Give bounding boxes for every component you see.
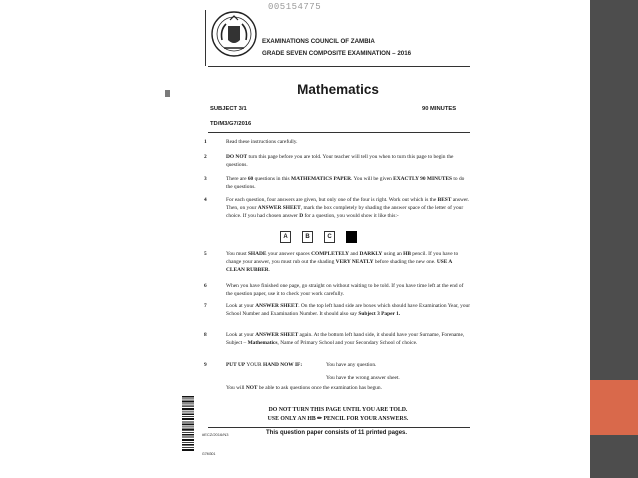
text-run: . On the top left hand side are boxes which should have Examination Year, your School Number and Examination Number. It should also say	[226, 303, 470, 317]
pages-note: This question paper consists of 11 printed pages.	[266, 430, 408, 436]
footer-code: #ECZ/2016/N3	[202, 432, 229, 437]
text-run: answer. Then, on your	[226, 197, 470, 211]
bold-text-run: ANSWER SHEET	[257, 204, 301, 211]
bold-text-run: SHADE	[247, 251, 267, 257]
bold-text-run: 60	[247, 176, 254, 182]
bold-text-run: ANSWER SHEET	[255, 332, 299, 338]
text-run: Look at your	[226, 303, 256, 309]
text-run: to do the questions.	[226, 176, 465, 190]
bold-text-run: D	[299, 212, 304, 219]
bold-text-run: BEST	[437, 197, 452, 203]
slide-bullet	[165, 90, 170, 97]
text-run: , mark the box completely by shading the answer space of the letter of your choice. If you had chosen answer	[226, 204, 464, 219]
text-run: using an	[382, 251, 404, 257]
text-run: again. At the bottom left hand side, it should have your Surname, Forename, Subject –	[226, 332, 465, 346]
bold-text-run: ANSWER SHEET	[255, 303, 299, 309]
bold-text-run: EXACTLY 90 MINUTES	[393, 176, 453, 182]
paper-code: TD/M3/G7/2016	[210, 121, 252, 127]
text-run: for a question, you would show it like this:-	[303, 212, 399, 219]
barcode-label: G7M301	[202, 452, 216, 456]
bold-text-run: Mathematics	[247, 339, 278, 346]
text-run: your answer spaces	[266, 251, 312, 257]
text-run: Read these instructions carefully.	[226, 139, 298, 145]
text-run: questions in this	[253, 176, 291, 182]
subject-code: SUBJECT 3/1	[210, 106, 247, 112]
slide-accent-block	[590, 380, 638, 435]
bold-text-run: DO NOT	[226, 154, 248, 160]
bold-text-run: COMPLETELY	[311, 251, 349, 257]
text-run: .	[268, 266, 271, 273]
text-run: before shading the new one.	[373, 258, 437, 265]
bold-text-run: USE A CLEAN RUBBER	[226, 258, 452, 273]
text-run: YOUR	[245, 362, 263, 368]
header-vertical-rule	[205, 10, 206, 66]
barcode-icon	[182, 396, 194, 458]
text-run: When you have finished one page, go straight on without waiting to be told. If you have time left at the end of the question paper, use it to check your work carefully.	[226, 283, 464, 297]
text-run: and	[348, 251, 360, 257]
bold-text-run: PUT UP	[226, 362, 246, 368]
footer-divider	[208, 427, 470, 428]
bold-text-run: VERY NEATLY	[335, 258, 374, 265]
choice-box-a: A	[280, 231, 291, 243]
text-run: There are	[226, 176, 248, 182]
coat-of-arms-icon	[210, 10, 258, 58]
choice-box-d-shaded: D	[346, 231, 357, 243]
duration: 90 MINUTES	[422, 106, 457, 112]
text-run: turn this page before you are told. Your teacher will tell you when to turn this page to begin the questions.	[226, 154, 454, 168]
final-warning-line-2: USE ONLY AN HB ✏ PENCIL FOR YOUR ANSWERS.	[267, 415, 409, 422]
hand-condition-1: You have any question.	[326, 362, 377, 368]
subject-title: Mathematics	[297, 82, 379, 97]
text-run: Look at your	[226, 332, 256, 338]
header-divider	[208, 66, 470, 67]
exam-cover-page: 005154775 EXAMINATIONS COUNCIL OF ZAMBIA GRADE SEVEN COMPOSITE EXAMINATION – 2016 Mathematics SUBJECT 3/1 90 MINUTES TD/M3/G7/2016 1 Read these instructions carefully. 2 DO NOT turn this page before you are told. Your teacher will tell you when to turn this page to begin the questions. 3 There are 60 questions in this MATHEMATICS PAPER. You will be given EXACTLY 90 MINUTES to do the questions. 4 For each question, four answers are given, but only one of the four is right. Work out which is the BEST answer. Then, on your ANSWER SHEET, mark the box completely by shading the answer space of the letter of your choice. If you had chosen answer D for a question, you would show it like this:- 5 You must SHADE your answer spaces COMPLETELY and DARKLY using an HB pencil. If you have to change your answer, you must rub out the shading VERY NEATLY before shading the new one. USE A CLEAN RUBBER. 6 When you have finished one page, go straight on without waiting to be told. If you have time left at the end of the question paper, use it to check your work carefully. 7 Look at your ANSWER SHEET. On the top left hand side are boxes which should have Examination Year, your School Number and Examination Number. It should also say Subject 3 Paper 1. 8 Look at your ANSWER SHEET again. At the bottom left hand side, it should have your Surname, Forename, Subject – Mathematics, Name of Primary School and your Secondary School of choice. 9 PUT UP YOUR HAND NOW IF: A B C D You have any question. You have the wrong answer sheet. You will NOT be able to ask questions once the examination has begun. DO NOT TURN THIS PAGE UNTIL YOU ARE TOLD. USE ONLY AN HB ✏ PENCIL FOR YOUR ANSWERS. #ECZ/2016/N3 This question paper consists of 11 printed pages. G7M301	[196, 0, 480, 478]
meta-divider	[208, 132, 470, 133]
serial-number: 005154775	[268, 2, 322, 12]
council-name: EXAMINATIONS COUNCIL OF ZAMBIA	[262, 38, 375, 45]
choice-box-b: B	[302, 231, 313, 243]
text-run: You must	[226, 251, 248, 257]
answer-example	[280, 231, 380, 247]
bold-text-run: MATHEMATICS PAPER	[291, 176, 352, 182]
choice-box-c: C	[324, 231, 335, 243]
exam-name: GRADE SEVEN COMPOSITE EXAMINATION – 2016	[262, 50, 412, 57]
no-help-note: You will NOT be able to ask questions once the examination has begun.	[226, 385, 382, 391]
hand-condition-2: You have the wrong answer sheet.	[326, 375, 400, 381]
text-run: pencil. If you have to change your answer, you must rub out the shading	[226, 251, 459, 265]
final-warning	[196, 406, 480, 423]
text-run: For each question, four answers are given, but only one of the four is right. Work out which is the	[226, 197, 438, 203]
bold-text-run: HB	[403, 251, 411, 257]
text-run: . You will be given	[351, 176, 394, 182]
bold-text-run: HAND NOW IF:	[263, 362, 303, 368]
text-run: , Name of Primary School and your Secondary School of choice.	[277, 339, 418, 346]
bold-text-run: DARKLY	[359, 251, 383, 257]
final-warning-line-1: DO NOT TURN THIS PAGE UNTIL YOU ARE TOLD.	[268, 407, 408, 413]
bold-text-run: Subject 3 Paper 1.	[358, 310, 401, 317]
